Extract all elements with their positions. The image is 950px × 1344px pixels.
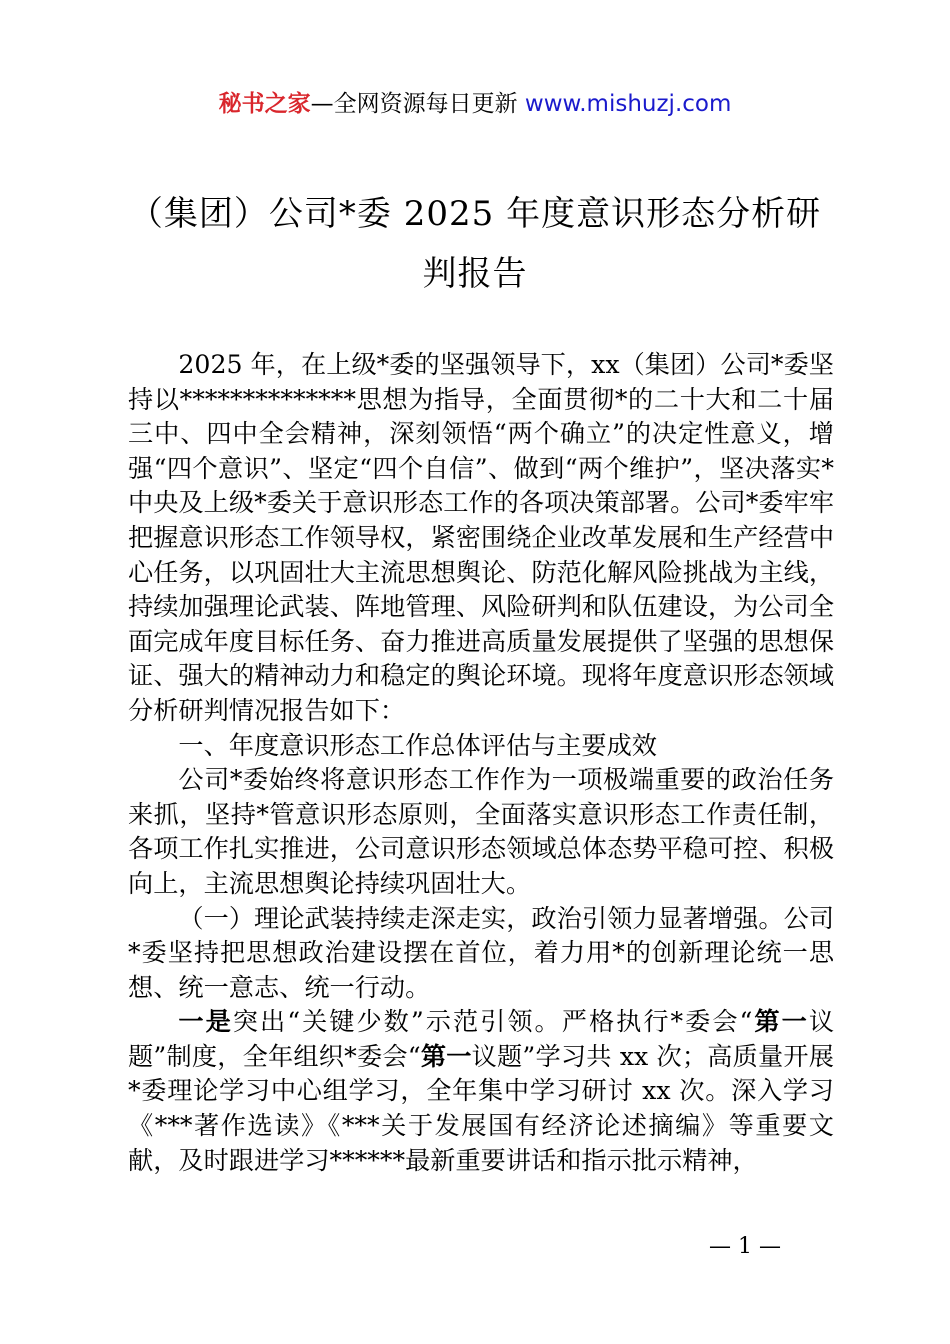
document-body [128, 348, 834, 1178]
page-number: — 1 — [709, 1234, 781, 1259]
paragraph-overall-assessment: 公司*委始终将意识形态工作作为一项极端重要的政治任务来抓，坚持*管意识形态原则，全面落实意识形态工作责任制，各项工作扎实推进，公司意识形态领域总体态势平稳可控、积极向上，主流思想舆论持续巩固壮大。 [128, 765, 834, 898]
title-line-2: 判报告 [422, 254, 528, 294]
document-title [100, 186, 850, 302]
header-url-link[interactable]: www.mishuzj.com [524, 91, 732, 117]
text-run: 突出“关键少数”示范引领。严格执行*委会“ [232, 1007, 753, 1037]
bold-term: 第一 [752, 1007, 809, 1037]
text-run: 议题”制度，全年组织*委会“ [128, 1007, 835, 1071]
header-slogan: —全网资源每日更新 [310, 91, 525, 117]
text-run: 议题”学习共 xx 次；高质量开展*委理论学习中心组学习，全年集中学习研讨 xx 次。深入学习《***著作选读》《***关于发展国有经济论述摘编》等重要文献，及时跟进学习******最新重要讲话和指示批示精神， [128, 1041, 834, 1175]
paragraph-intro: 2025 年，在上级*委的坚强领导下，xx（集团）公司*委坚持以**************思想为指导，全面贯彻*的二十大和二十届三中、四中全会精神，深刻领悟“两个确立”的决定性意义，增强“四个意识”、坚定“四个自信”、做到“两个维护”，坚决落实*中央及上级*委关于意识形态工作的各项决策部署。公司*委牢牢把握意识形态工作领导权，紧密围绕企业改革发展和生产经营中心任务，以巩固壮大主流思想舆论、防范化解风险挑战为主线，持续加强理论武装、阵地管理、风险研判和队伍建设，为公司全面完成年度目标任务、奋力推进高质量发展提供了坚强的思想保证、强大的精神动力和稳定的舆论环境。现将年度意识形态领域分析研判情况报告如下： [128, 350, 834, 725]
bold-lead: 一是 [178, 1007, 233, 1037]
bold-term: 第一 [420, 1041, 472, 1071]
header-banner [0, 86, 950, 122]
section-heading-1: 一、年度意识形态工作总体评估与主要成效 [178, 730, 657, 760]
header-brand: 秘书之家 [218, 91, 311, 117]
paragraph-subsection-1: （一）理论武装持续走深走实，政治引领力显著增强。公司*委坚持把思想政治建设摆在首位，着力用*的创新理论统一思想、统一意志、统一行动。 [128, 903, 834, 1002]
paragraph-point-1 [128, 1005, 834, 1178]
title-line-1: （集团）公司*委 2025 年度意识形态分析研 [128, 194, 822, 234]
